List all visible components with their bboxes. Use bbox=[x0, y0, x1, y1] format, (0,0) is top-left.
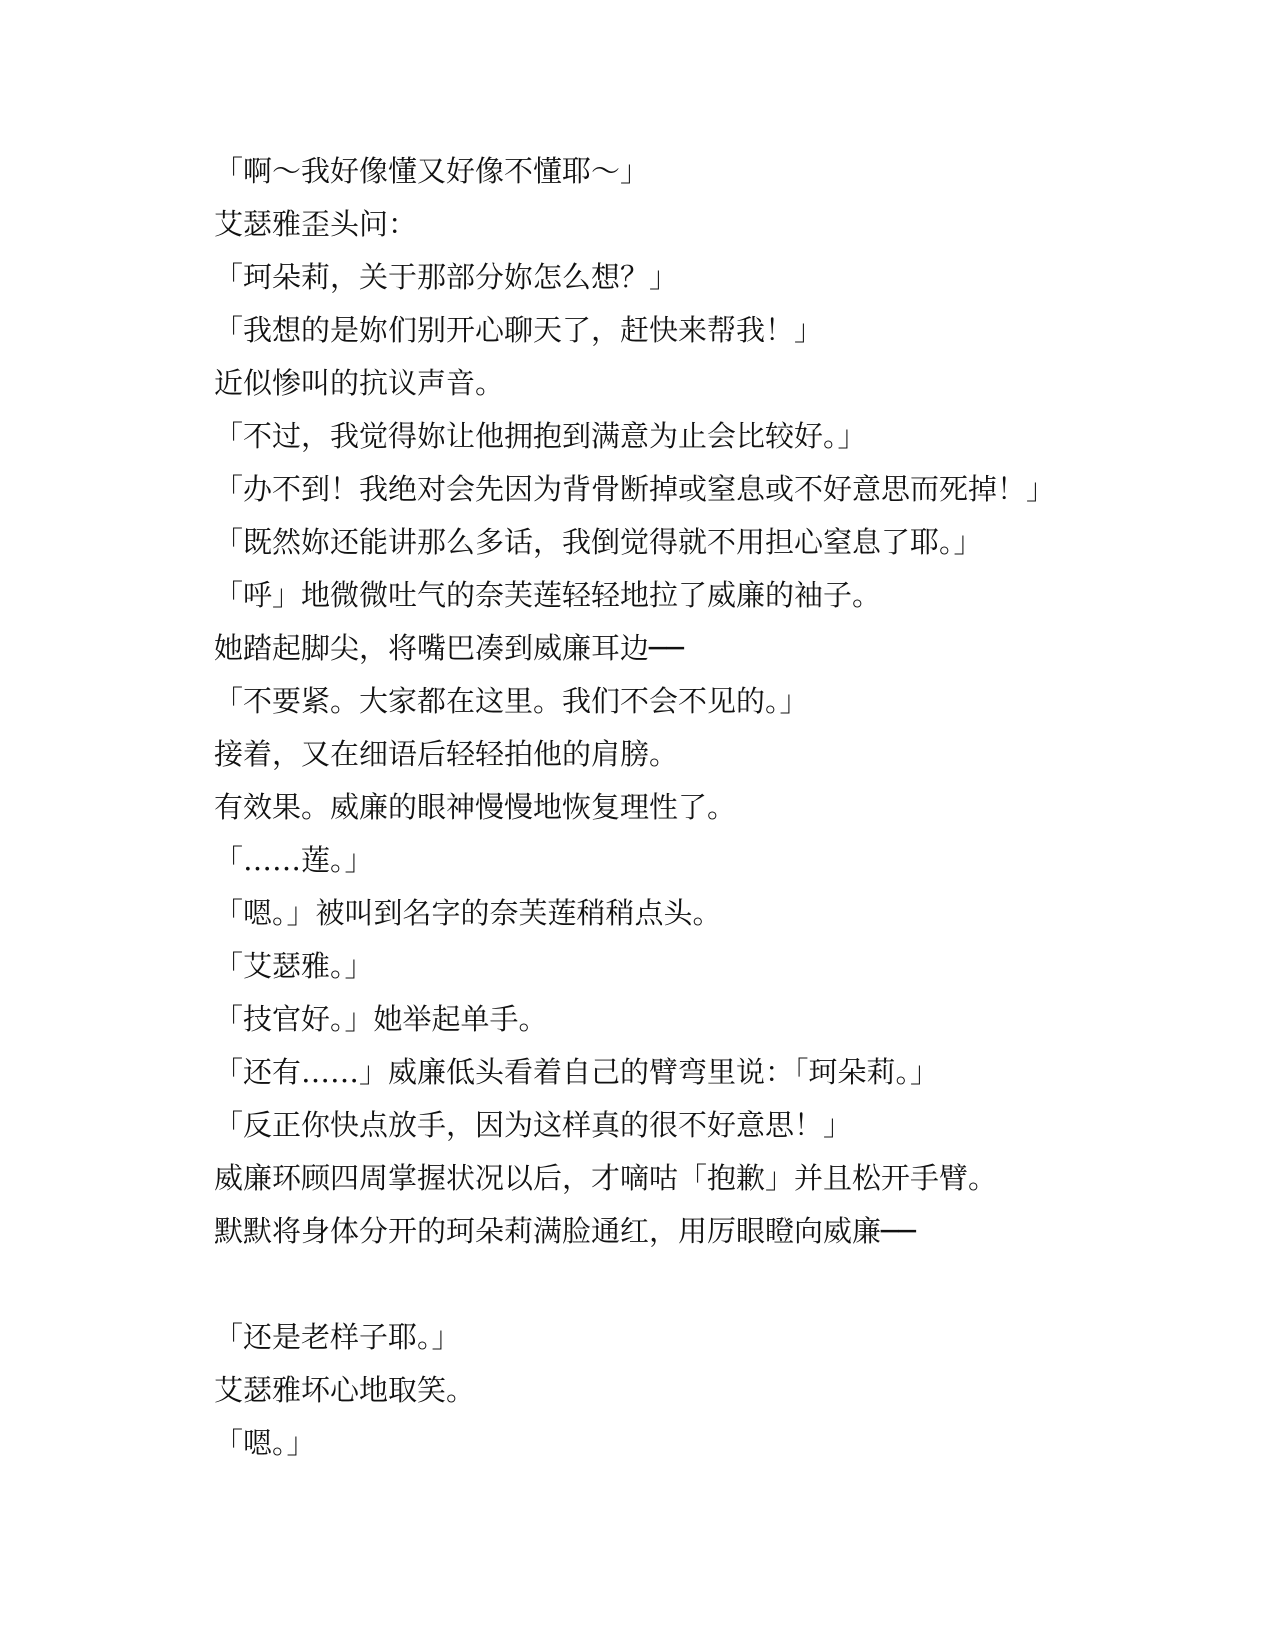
text-line: 「不要紧。大家都在这里。我们不会不见的。」 bbox=[214, 684, 809, 718]
text-body bbox=[214, 145, 1214, 1470]
text-line: 「还是老样子耶。」 bbox=[214, 1320, 461, 1354]
text-line: 「既然妳还能讲那么多话，我倒觉得就不用担心窒息了耶。」 bbox=[214, 525, 983, 559]
text-line: 近似惨叫的抗议声音。 bbox=[214, 366, 505, 400]
text-line: 默默将身体分开的珂朵莉满脸通红，用厉眼瞪向威廉── bbox=[214, 1214, 916, 1248]
text-line: 「技官好。」她举起单手。 bbox=[214, 1002, 548, 1036]
text-line: 艾瑟雅坏心地取笑。 bbox=[214, 1373, 476, 1407]
text-line: 「反正你快点放手，因为这样真的很不好意思！」 bbox=[214, 1108, 853, 1142]
text-line: 「嗯。」 bbox=[214, 1426, 316, 1460]
text-line: 「嗯。」被叫到名字的奈芙莲稍稍点头。 bbox=[214, 896, 722, 930]
text-line: 「还有……」威廉低头看着自己的臂弯里说：「珂朵莉。」 bbox=[214, 1055, 940, 1089]
text-line: 「……莲。」 bbox=[214, 843, 374, 877]
text-line: 「呼」地微微吐气的奈芙莲轻轻地拉了威廉的袖子。 bbox=[214, 578, 882, 612]
text-line: 威廉环顾四周掌握状况以后，才嘀咕「抱歉」并且松开手臂。 bbox=[214, 1161, 998, 1195]
text-line: 「啊～我好像懂又好像不懂耶～」 bbox=[214, 154, 650, 188]
text-line: 「我想的是妳们别开心聊天了，赶快来帮我！」 bbox=[214, 313, 824, 347]
text-line: 接着，又在细语后轻轻拍他的肩膀。 bbox=[214, 737, 679, 771]
text-line: 「办不到！我绝对会先因为背骨断掉或窒息或不好意思而死掉！」 bbox=[214, 472, 1056, 506]
text-line: 「珂朵莉，关于那部分妳怎么想？」 bbox=[214, 260, 679, 294]
text-line: 有效果。威廉的眼神慢慢地恢复理性了。 bbox=[214, 790, 737, 824]
text-line: 艾瑟雅歪头问： bbox=[214, 207, 418, 241]
text-line: 「不过，我觉得妳让他拥抱到满意为止会比较好。」 bbox=[214, 419, 867, 453]
blank-line bbox=[214, 1258, 1214, 1311]
text-line: 「艾瑟雅。」 bbox=[214, 949, 374, 983]
text-line: 她踏起脚尖，将嘴巴凑到威廉耳边── bbox=[214, 631, 684, 665]
